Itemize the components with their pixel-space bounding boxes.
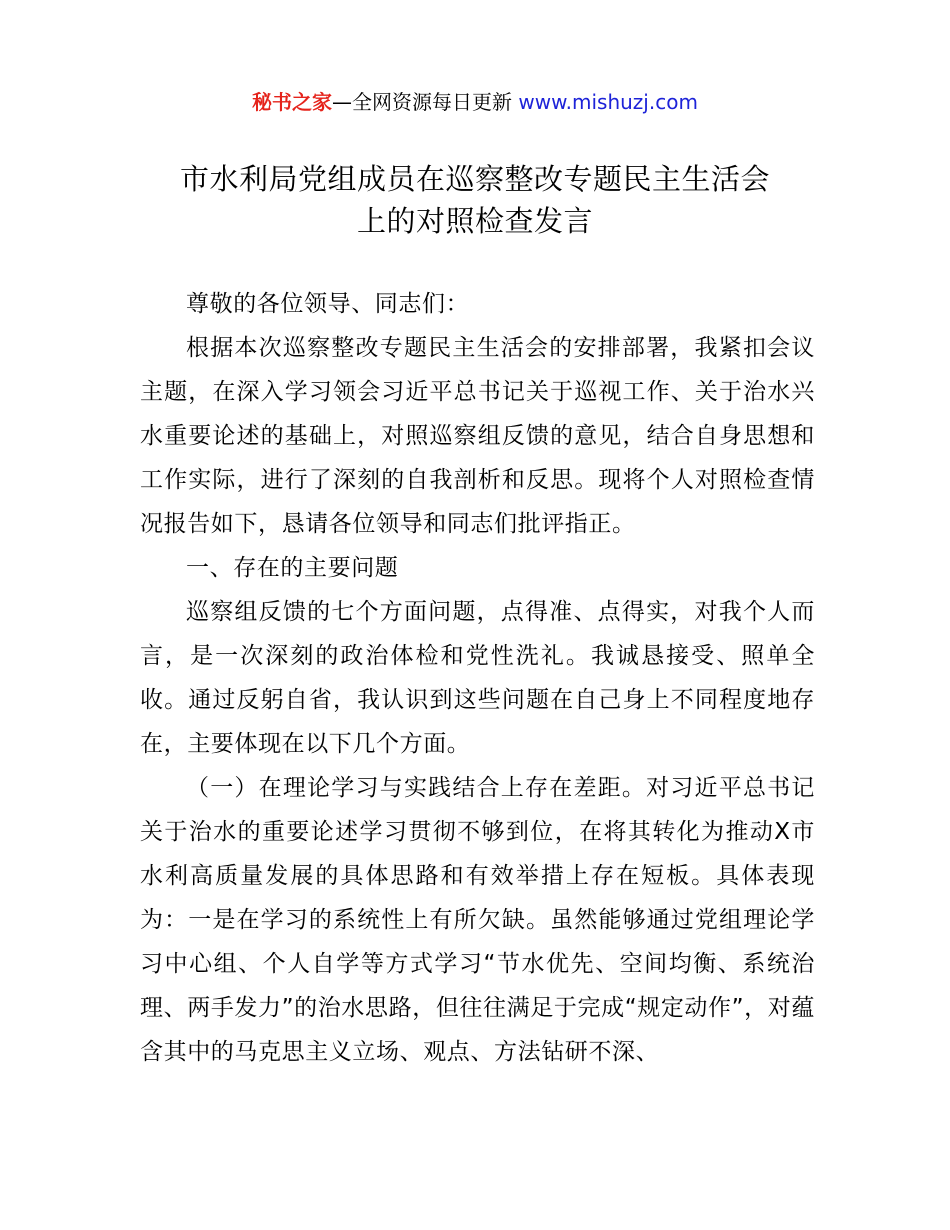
document-body: [140, 282, 815, 1074]
document-title: [100, 158, 850, 242]
banner-brand: 秘书之家: [252, 90, 333, 114]
section-heading: 一、存在的主要问题: [186, 555, 399, 581]
title-line-2: 上的对照检查发言: [356, 204, 593, 238]
summary-paragraph: 巡察组反馈的七个方面问题，点得准、点得实，对我个人而言，是一次深刻的政治体检和党性洗礼。我诚恳接受、照单全收。通过反躬自省，我认识到这些问题在自己身上不同程度地存在，主要体现在以下几个方面。: [140, 599, 815, 757]
salutation-paragraph: 尊敬的各位领导、同志们：: [186, 291, 470, 317]
banner-slogan: —全网资源每日更新: [332, 90, 519, 114]
site-banner: [0, 88, 950, 116]
subsection-paragraph: （一）在理论学习与实践结合上存在差距。对习近平总书记关于治水的重要论述学习贯彻不够到位，在将其转化为推动X市水利高质量发展的具体思路和有效举措上存在短板。具体表现为：一是在学习的系统性上有所欠缺。虽然能够通过党组理论学习中心组、个人自学等方式学习“节水优先、空间均衡、系统治理、两手发力”的治水思路，但往往满足于完成“规定动作”，对蕴含其中的马克思主义立场、观点、方法钻研不深、: [140, 775, 815, 1065]
intro-paragraph: 根据本次巡察整改专题民主生活会的安排部署，我紧扣会议主题，在深入学习领会习近平总书记关于巡视工作、关于治水兴水重要论述的基础上，对照巡察组反馈的意见，结合自身思想和工作实际，进行了深刻的自我剖析和反思。现将个人对照检查情况报告如下，恳请各位领导和同志们批评指正。: [140, 335, 815, 537]
title-line-1: 市水利局党组成员在巡察整改专题民主生活会: [179, 162, 770, 196]
banner-url-link[interactable]: www.mishuzj.com: [518, 90, 698, 114]
